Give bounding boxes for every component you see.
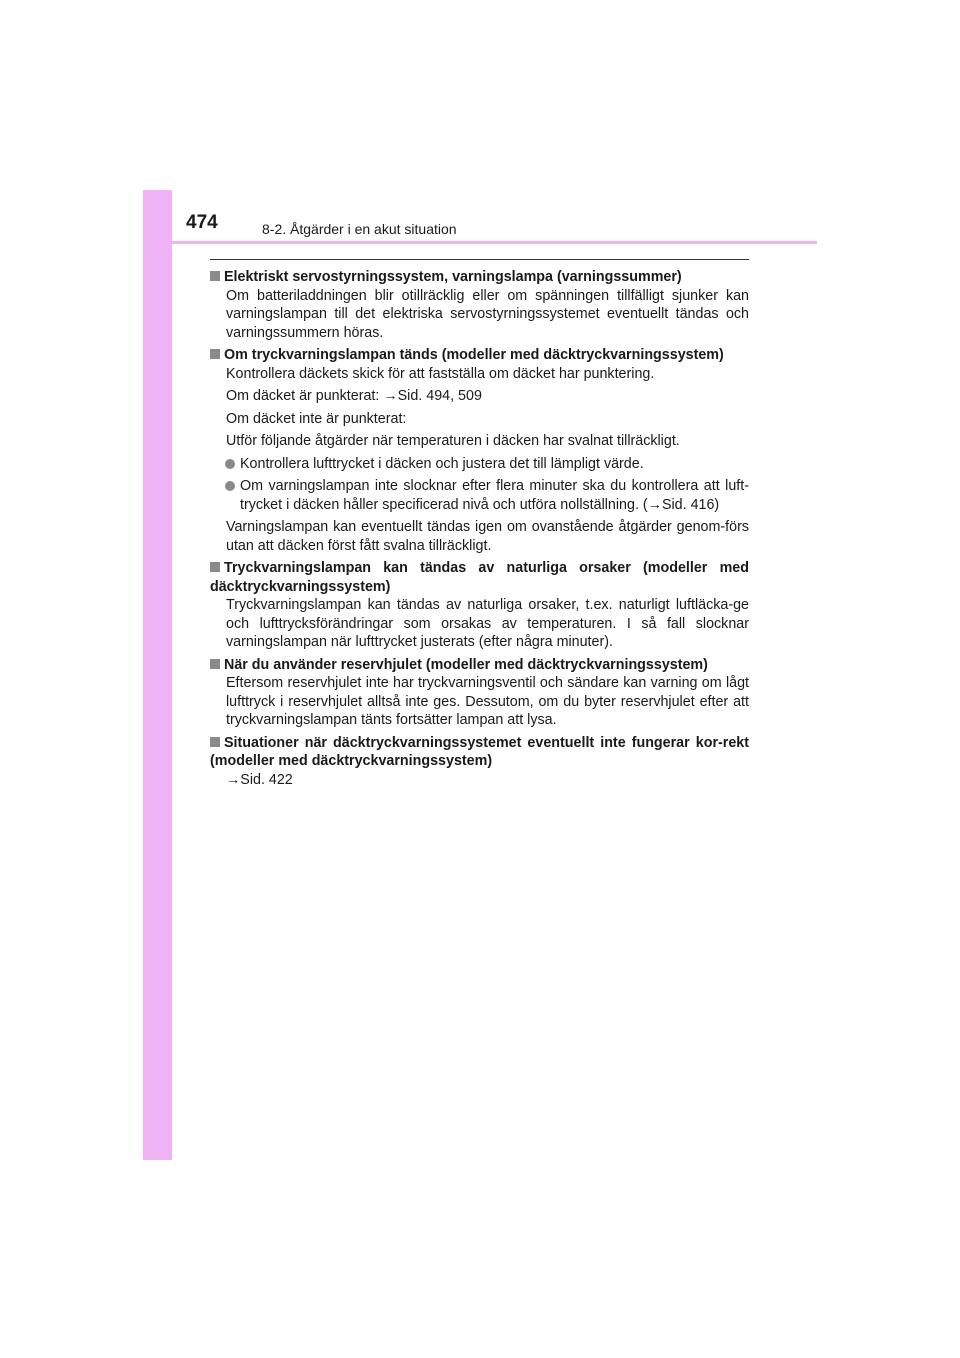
paragraph: Kontrollera däckets skick för att fastställa om däcket har punktering. — [226, 365, 655, 382]
page-reference-link[interactable]: Sid. 422 — [240, 771, 293, 788]
section-heading: Tryckvarningslampan kan tändas av naturliga orsaker (modeller med däcktryckvarningssystem) — [210, 560, 749, 595]
paragraph: Utför följande åtgärder när temperaturen i däcken har svalnat tillräckligt. — [226, 433, 680, 449]
arrow-icon: → — [383, 388, 398, 404]
section-heading: När du använder reservhjulet (modeller med däcktryckvarningssystem) — [210, 656, 749, 675]
paragraph — [210, 771, 749, 790]
page-reference-link[interactable]: Sid. 494, 509 — [397, 388, 482, 404]
paragraph: Eftersom reservhjulet inte har tryckvarningsventil och sändare kan varning om lågt lufttryck i reservhjulet alltså inte ges. Dessutom, om du byter reservhjulet efter att tryckvarningslampan tänts fortsätter lampan att lysa. — [226, 675, 749, 728]
chapter-title: 8-2. Åtgärder i en akut situation — [262, 221, 457, 237]
section-heading: Situationer när däcktryckvarningssystemet eventuellt inte fungerar kor-rekt (modeller med däcktryckvarningssystem) — [210, 734, 749, 769]
arrow-icon: → — [647, 496, 662, 513]
page-content — [210, 264, 749, 789]
paragraph: Om däcket inte är punkterat: — [226, 410, 407, 427]
page-number: 474 — [186, 212, 218, 233]
top-rule — [210, 259, 749, 260]
list-item: Kontrollera lufttrycket i däcken och justera det till lämpligt värde. — [210, 455, 749, 474]
section-heading: Elektriskt servostyrningssystem, varningslampa (varningssummer) — [210, 268, 749, 287]
paragraph: Om däcket är punkterat: →Sid. 494, 509 — [226, 388, 482, 404]
page-reference-link[interactable]: Sid. 416) — [661, 496, 720, 513]
square-bullet-icon — [210, 659, 220, 669]
side-color-band — [143, 190, 172, 1160]
square-bullet-icon — [210, 562, 220, 572]
paragraph: Varningslampan kan eventuellt tändas igen om ovanstående åtgärder genom-förs utan att däcken först fått svalna tillräckligt. — [226, 519, 749, 554]
round-bullet-icon — [225, 481, 235, 491]
round-bullet-icon — [225, 459, 235, 469]
list-item: Om varningslampan inte slocknar efter flera minuter ska du kontrollera att luft-trycket i däcken håller specificerad nivå och utföra nollställning. (→Sid. 416) — [210, 477, 749, 514]
square-bullet-icon — [210, 349, 220, 359]
section-heading: Om tryckvarningslampan tänds (modeller med däcktryckvarningssystem) — [210, 346, 749, 365]
arrow-icon: → — [226, 771, 241, 788]
square-bullet-icon — [210, 737, 220, 747]
paragraph: Om batteriladdningen blir otillräcklig eller om spänningen tillfälligt sjunker kan varningslampan till det elektriska servostyrningssystemet eventuellt tändas och varningssummern höras. — [226, 287, 749, 341]
paragraph: Tryckvarningslampan kan tändas av naturliga orsaker, t.ex. naturligt luftläcka-ge och lufttrycksförändringar som orsakas av temperaturen. I så fall slocknar varningslampan när lufttrycket justerats (efter några minuter). — [226, 597, 749, 650]
square-bullet-icon — [210, 271, 220, 281]
